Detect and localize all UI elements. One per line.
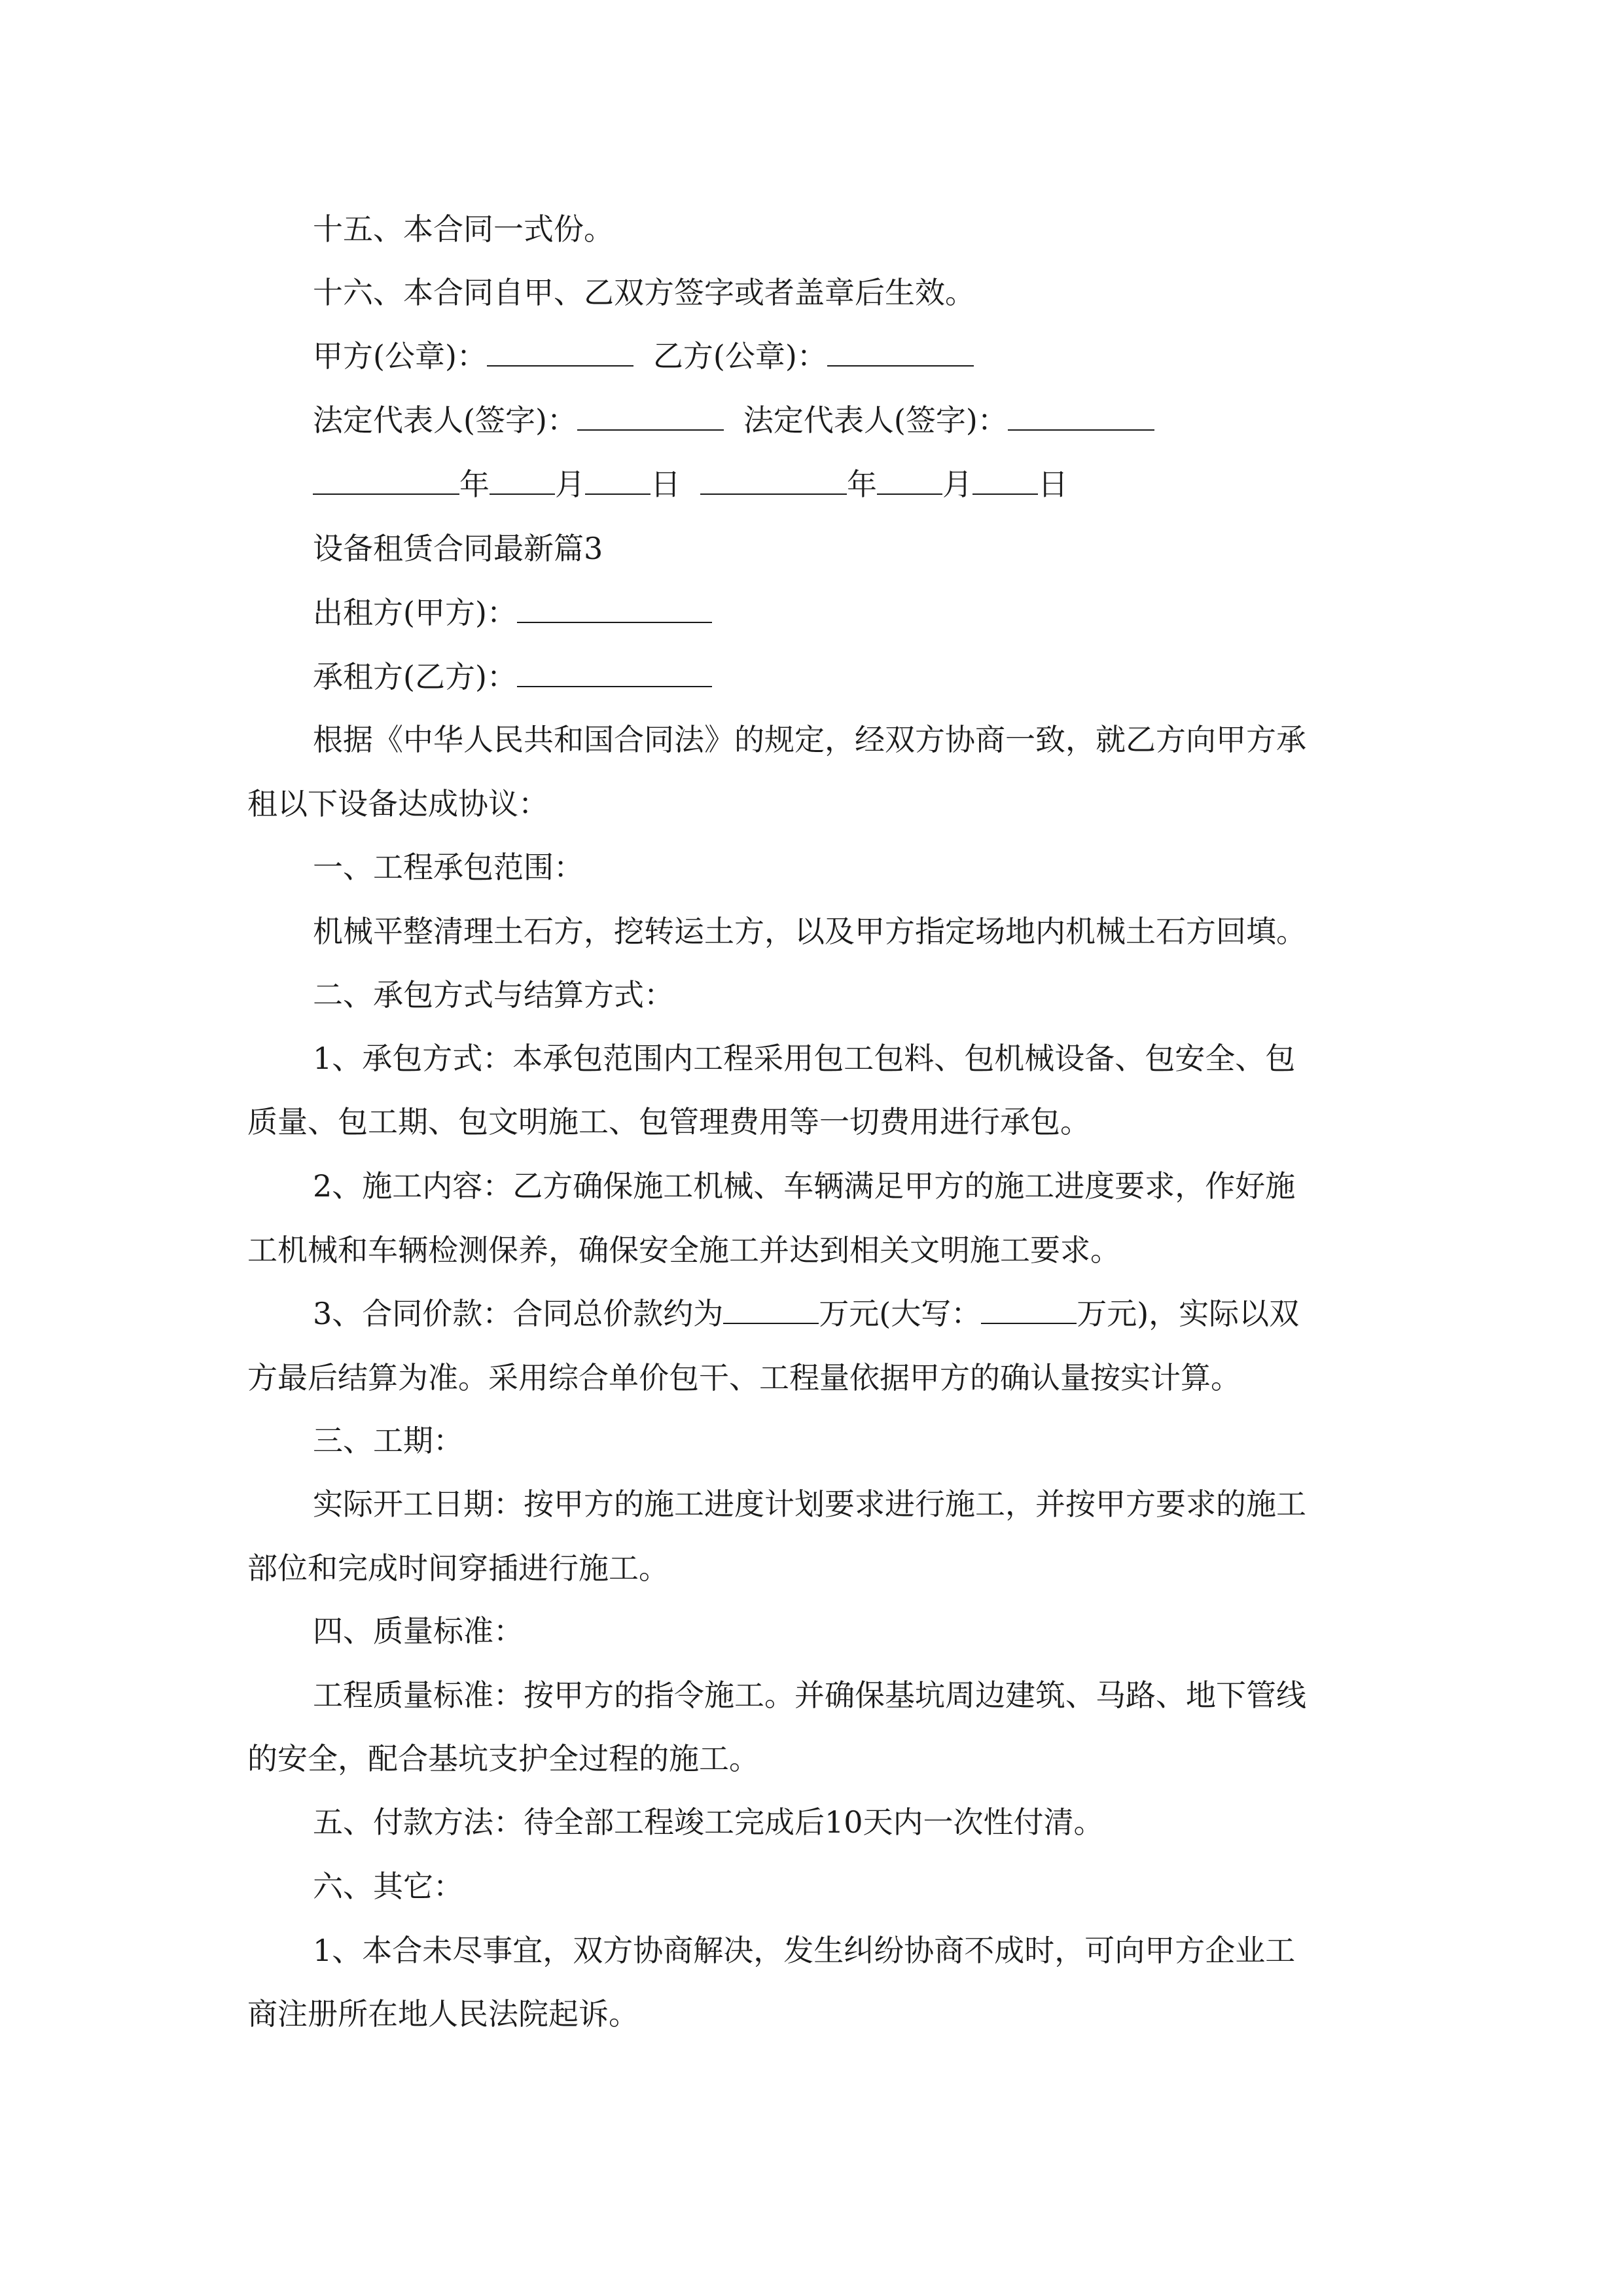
lessee-label: 承租方(乙方)： [313,659,517,694]
price-label: 3、合同价款：合同总价款约为 [313,1296,724,1331]
method-item-1-line-2: 质量、包工期、包文明施工、包管理费用等一切费用进行承包。 [247,1104,1090,1139]
date-b-day-blank [972,466,1038,495]
date-b-month: 月 [942,467,972,502]
date-a-day-blank [585,466,651,495]
lessor-label: 出租方(甲方)： [313,595,517,630]
preamble-line-1: 根据《中华人民共和国合同法》的规定，经双方协商一致，就乙方向甲方承 [313,722,1306,757]
quality-line-1: 工程质量标准：按甲方的指令施工。并确保基坑周边建筑、马路、地下管线 [313,1677,1306,1713]
date-b-month-blank [877,466,942,495]
method-item-1-line-1: 1、承包方式：本承包范围内工程采用包工包料、包机械设备、包安全、包 [313,1041,1296,1076]
party-b-rep-label: 法定代表人(签字)： [743,403,1008,438]
price-amount-blank [723,1295,819,1324]
preamble-line-2: 租以下设备达成协议： [247,786,548,821]
schedule-line-2: 部位和完成时间穿插进行施工。 [247,1551,669,1586]
date-b-year: 年 [847,467,877,502]
date-line [313,465,1068,504]
other-item-1-line-2: 商注册所在地人民法院起诉。 [247,1996,639,2032]
method-item-2-line-2: 工机械和车辆检测保养，确保安全施工并达到相关文明施工要求。 [247,1232,1120,1268]
date-a-day: 日 [651,467,681,502]
scope-text: 机械平整清理土石方，挖转运土方，以及甲方指定场地内机械土石方回填。 [313,914,1306,949]
date-a-month: 月 [555,467,585,502]
heading-contract-method: 二、承包方式与结算方式： [313,977,674,1013]
heading-other: 六、其它： [313,1869,463,1904]
quality-line-2: 的安全，配合基坑支护全过程的施工。 [247,1741,759,1776]
schedule-line-1: 实际开工日期：按甲方的施工进度计划要求进行施工，并按甲方要求的施工 [313,1486,1306,1522]
party-b-seal-blank [827,338,974,367]
party-b-seal-label: 乙方(公章)： [652,338,827,374]
section-title: 设备租赁合同最新篇3 [313,531,603,566]
heading-schedule: 三、工期： [313,1423,463,1458]
lessee-line [313,657,712,696]
method-item-2-line-1: 2、施工内容：乙方确保施工机械、车辆满足甲方的施工进度要求，作好施 [313,1168,1296,1204]
party-a-seal-label: 甲方(公章)： [313,338,487,374]
party-a-rep-blank [577,402,724,431]
party-a-seal-blank [487,338,633,367]
payment-clause: 五、付款方法：待全部工程竣工完成后10天内一次性付清。 [313,1804,1104,1840]
lessor-blank [517,594,712,623]
date-a-year-blank [313,466,459,495]
price-uppercase-blank [981,1295,1077,1324]
date-b-year-blank [700,466,847,495]
clause-16: 十六、本合同自甲、乙双方签字或者盖章后生效。 [313,275,975,310]
representative-line [313,401,1154,440]
lessor-line [313,593,712,632]
date-b-day: 日 [1038,467,1068,502]
price-tail: 万元)，实际以双 [1077,1296,1300,1331]
party-a-rep-label: 法定代表人(签字)： [313,403,577,438]
method-item-3-line-1 [313,1294,1299,1333]
heading-scope: 一、工程承包范围： [313,850,584,885]
date-a-year: 年 [459,467,490,502]
seal-line [313,336,974,376]
heading-quality: 四、质量标准： [313,1613,524,1649]
method-item-3-line-2: 方最后结算为准。采用综合单价包干、工程量依据甲方的确认量按实计算。 [247,1360,1241,1395]
price-uppercase-label: 万元(大写： [819,1296,982,1331]
other-item-1-line-1: 1、本合未尽事宜，双方协商解决，发生纠纷协商不成时，可向甲方企业工 [313,1933,1296,1968]
clause-15: 十五、本合同一式份。 [313,211,614,247]
lessee-blank [517,658,712,687]
party-b-rep-blank [1008,402,1154,431]
date-a-month-blank [490,466,555,495]
